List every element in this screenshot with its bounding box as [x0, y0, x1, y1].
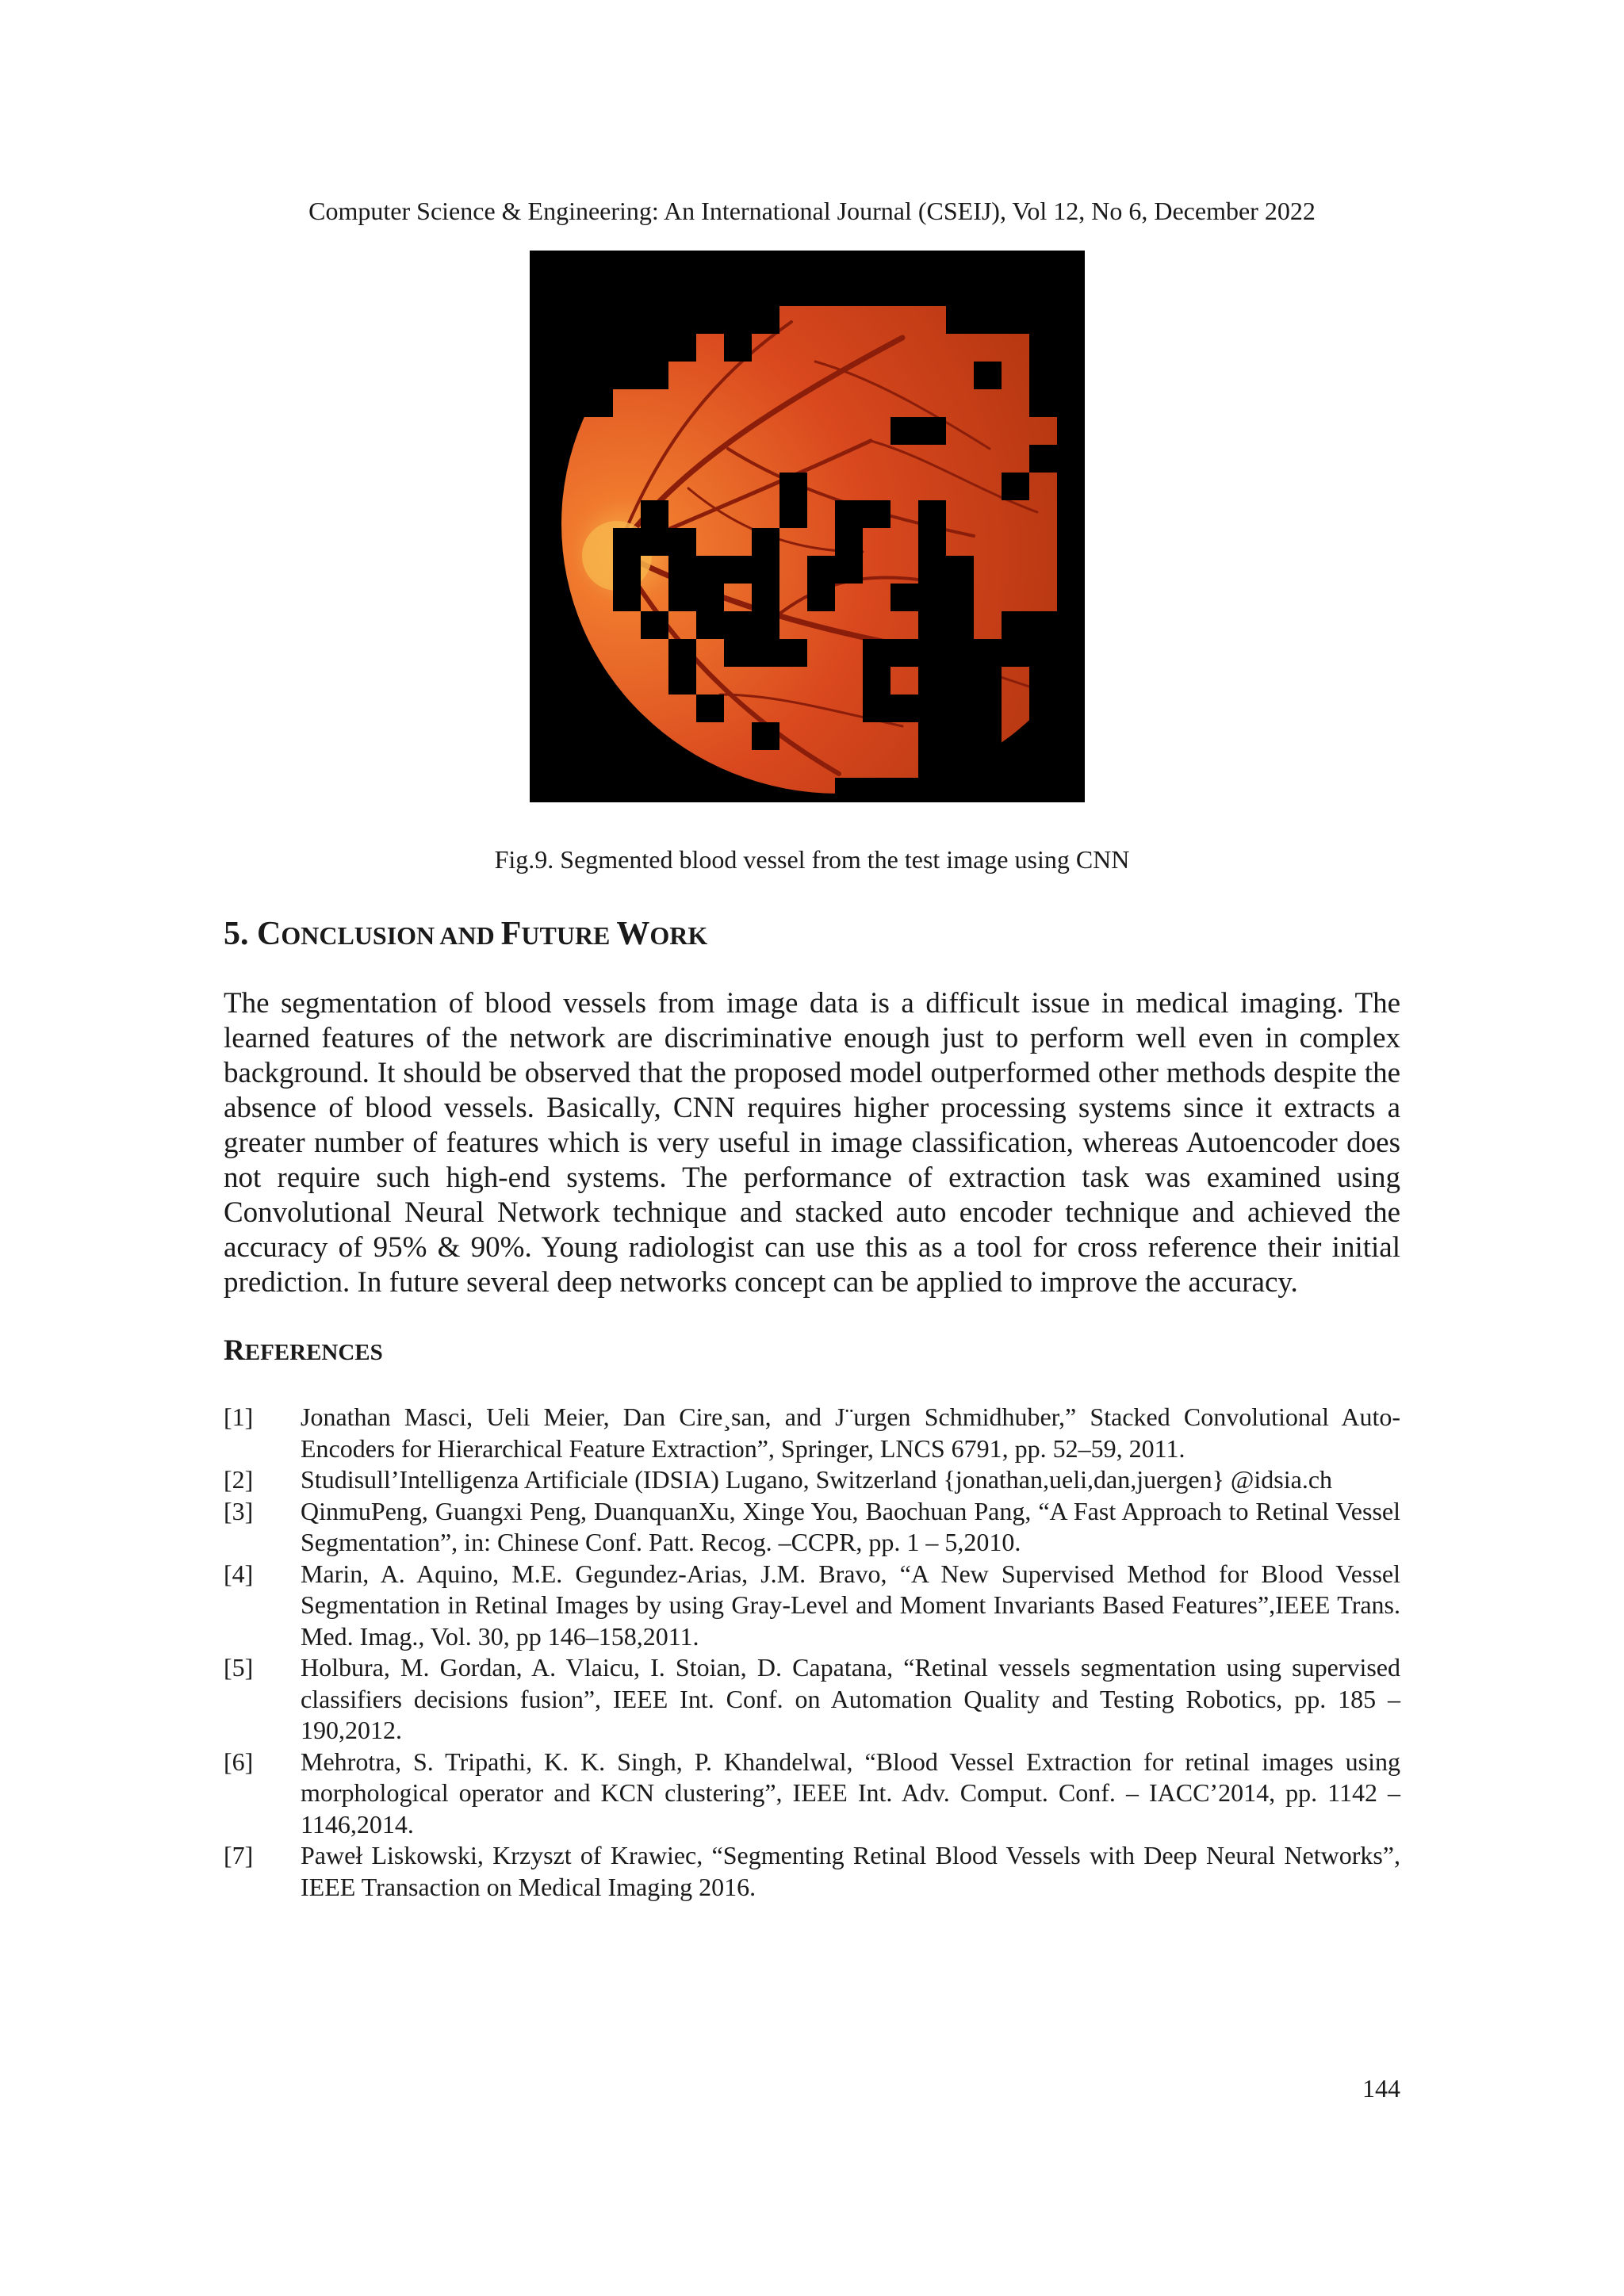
- reference-text: Jonathan Masci, Ueli Meier, Dan Cire¸san, and J¨urgen Schmidhuber,” Stacked Convolutional Auto- Encoders for Hierarchical Feature Extraction”, Springer, LNCS 6791, pp. 52–59, 2011.: [301, 1402, 1400, 1463]
- reference-number: [2]: [224, 1465, 254, 1494]
- segmented-retina-image: [530, 251, 1085, 802]
- reference-list: [224, 1402, 1400, 1903]
- section-title-part: UTURE: [521, 921, 617, 950]
- reference-text: Mehrotra, S. Tripathi, K. K. Singh, P. Khandelwal, “Blood Vessel Extraction for retinal images using morphological operator and KCN clustering”, IEEE Int. Adv. Comput. Conf. – IACC’2014, pp. 1142 – 1146,2014.: [301, 1747, 1400, 1839]
- section-title-part: F: [500, 916, 522, 952]
- reference-item: [224, 1496, 1400, 1559]
- reference-number: [7]: [224, 1841, 254, 1869]
- reference-item: [224, 1840, 1400, 1903]
- reference-text: Studisull’Intelligenza Artificiale (IDSIA) Lugano, Switzerland {jonathan,ueli,dan,juergen} @idsia.ch: [301, 1465, 1333, 1494]
- reference-number: [6]: [224, 1747, 254, 1776]
- segmented-retina-figure: [530, 251, 1085, 802]
- page-number: 144: [1362, 2074, 1400, 2103]
- reference-item: [224, 1747, 1400, 1841]
- references-title-part: EFERENCES: [244, 1340, 383, 1365]
- running-header: Computer Science & Engineering: An International Journal (CSEIJ), Vol 12, No 6, December 2022: [308, 197, 1316, 225]
- conclusion-paragraph: The segmentation of blood vessels from image data is a difficult issue in medical imaging. The learned features of the network are discriminative enough just to perform well even in complex background. It should be observed that the proposed model outperformed other methods despite the absence of blood vessels. Basically, CNN requires higher processing systems since it extracts a greater number of features which is very useful in image classification, whereas Autoencoder does not require such high-end systems. The performance of extraction task was examined using Convolutional Neural Network technique and stacked auto encoder technique and achieved the accuracy of 95% & 90%. Young radiologist can use this as a tool for cross reference their initial prediction. In future several deep networks concept can be applied to improve the accuracy.: [224, 987, 1400, 1299]
- section-title-part: C: [257, 916, 282, 952]
- references-title-part: R: [224, 1334, 245, 1367]
- section-title-part: ONCLUSION AND: [281, 921, 501, 950]
- reference-text: Marin, A. Aquino, M.E. Gegundez-Arias, J.M. Bravo, “A New Supervised Method for Blood Vessel Segmentation in Retinal Images by using Gray-Level and Moment Invariants Based Features”,IEEE Trans. Med. Imag., Vol. 30, pp 146–158,2011.: [301, 1559, 1400, 1651]
- reference-item: [224, 1559, 1400, 1653]
- reference-number: [5]: [224, 1653, 254, 1682]
- references-heading: [224, 1334, 383, 1370]
- section-title-part: ORK: [649, 921, 708, 950]
- reference-item: [224, 1464, 1400, 1496]
- reference-text: Holbura, M. Gordan, A. Vlaicu, I. Stoian, D. Capatana, “Retinal vessels segmentation using supervised classifiers decisions fusion”, IEEE Int. Conf. on Automation Quality and Testing Robotics, pp. 185 – 190,2012.: [301, 1653, 1400, 1744]
- reference-number: [1]: [224, 1402, 254, 1431]
- reference-text: Paweł Liskowski, Krzyszt of Krawiec, “Segmenting Retinal Blood Vessels with Deep Neural Networks”, IEEE Transaction on Medical Imaging 2016.: [301, 1841, 1400, 1901]
- figure-caption: Fig.9. Segmented blood vessel from the test image using CNN: [494, 845, 1130, 874]
- section-number: 5.: [224, 916, 249, 952]
- reference-number: [3]: [224, 1496, 254, 1525]
- reference-item: [224, 1652, 1400, 1747]
- reference-item: [224, 1402, 1400, 1464]
- section-heading: [224, 912, 707, 958]
- section-title-part: W: [616, 916, 650, 952]
- reference-text: QinmuPeng, Guangxi Peng, DuanquanXu, Xinge You, Baochuan Pang, “A Fast Approach to Retinal Vessel Segmentation”, in: Chinese Conf. Patt. Recog. –CCPR, pp. 1 – 5,2010.: [301, 1496, 1400, 1556]
- reference-number: [4]: [224, 1559, 254, 1588]
